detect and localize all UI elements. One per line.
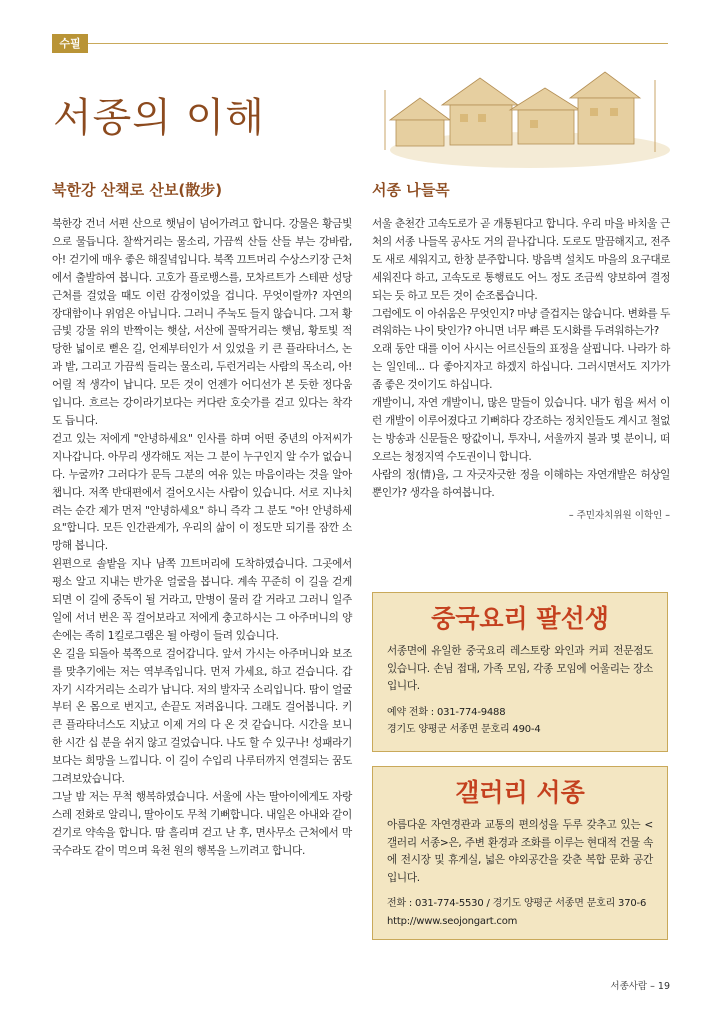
page-number: 서종사람 – 19 [610, 981, 670, 992]
left-paragraph-5: 그날 밤 저는 무척 행복하였습니다. 서울에 사는 딸아이에게도 자랑스레 전화로 알리니, 딸아이도 무척 기뻐합니다. 내일은 아내와 같이 걷기로 약속을 합니다. 땀 흘리며 걷고 난 후, 면사무소 근처에서 막국수라도 같이 먹으며 육천 원의 행복을 느끼려고 합니다. [52, 791, 352, 857]
left-paragraph-4: 온 길을 되돌아 북쪽으로 걸어갑니다. 앞서 가시는 아주머니와 보조를 맞추기에는 저는 역부족입니다. 먼저 가세요, 하고 걷습니다. 갑자기 시각거리는 소리가 납니다. 저의 발자국 소리입니다. 땀이 얼굴부터 온 몸으로 번지고, 손끝도 저려옵니다. 그래도 걸어봅니다. 키 큰 플라타너스도 지났고 이제 거의 다 온 것 같습니다. 시간을 보니 한 시간 십 분을 쉬지 않고 걸었습니다. 나도 할 수 있구나! 성패라기보다는 희망을 느낍니다. 이 길이 수입리 나루터까지 연결되는 꿈도 그려보았습니다. [52, 647, 352, 786]
right-paragraph-2: 그럼에도 이 아쉬움은 무엇인지? 마냥 즐겁지는 않습니다. 변화를 두려워하는 나이 탓인가? 아니면 너무 빠른 도시화를 두려워하는가? [372, 307, 670, 338]
right-paragraph-3: 오래 동안 대를 이어 사시는 어르신들의 표정을 살핍니다. 나라가 하는 일인데... 다 좋아지자고 하겠지 하십니다. 그러시면서도 지가가 좀 좋은 것이기도 하십니다. [372, 343, 670, 392]
left-paragraph-1: 북한강 건너 서편 산으로 햇님이 넘어가려고 합니다. 강물은 황금빛으로 물듭니다. 찰싹거리는 물소리, 가끔씩 산들 산들 부는 강바람, 아! 걷기에 매우 좋은 해질녘입니다. 북쪽 끄트머리 수상스키장 근처에서 출발하여 봅니다. 고호가 플로뱅스를, 모차르트가 스테판 성당 근처를 걸었을 때도 이런 감정이었을 겁니다. 무엇이랄까? 자연의 장대함이나 위엄은 아닙니다. 그러니 주눅도 들지 않습니다. 그저 황금빛 강물 위의 반짝이는 햇살, 서산에 꼴딱거리는 햇님, 황토빛 적당한 넓이로 뻗은 길, 언제부터인가 서 있었을 키 큰 플라타너스, 논과 밭, 그리고 가끔씩 들리는 물소리, 두런거리는 사람의 목소리, 아! 어릴 적 생각이 납니다. 모든 것이 언젠가 어디선가 본 듯한 정다움입니다. 흐르는 강이라기보다는 커다란 호숫가를 걷고 있다는 착각도 듭니다. [52, 218, 352, 427]
page-title: 서종의 이해 [53, 95, 265, 141]
ad-gallery-description: 아름다운 자연경관과 교통의 편의성을 두루 갖추고 있는 <갤러리 서종>은, 주변 환경과 조화를 이루는 현대적 건물 속에 전시장 및 휴게실, 넓은 야외공간을 갖춘 복합 문화 공간입니다. [387, 819, 653, 884]
ad-box-restaurant [372, 592, 668, 752]
village-illustration [380, 50, 670, 170]
ad-restaurant-description: 서종면에 유일한 중국요리 레스토랑 와인과 커피 전문점도 있습니다. 손님 접대, 가족 모임, 각종 모임에 어울리는 장소입니다. [387, 645, 653, 692]
left-column [52, 180, 352, 861]
header-rule [88, 43, 668, 44]
ad-gallery-info [387, 895, 653, 930]
ad-box-gallery [372, 766, 668, 940]
right-column [372, 180, 670, 521]
right-heading: 서종 나들목 [372, 181, 450, 199]
ad-restaurant-title: 중국요리 팔선생 [431, 604, 609, 633]
ad-gallery-title: 갤러리 서종 [455, 778, 585, 807]
author-credit: – 주민자치위원 이학인 – [568, 509, 670, 521]
ad-gallery-url[interactable]: http://www.seojongart.com [387, 915, 518, 927]
right-paragraph-4: 개발이니, 자연 개발이니, 많은 말들이 있습니다. 내가 힘을 써서 이런 개발이 이루어졌다고 기뻐하다 강조하는 정치인들도 계시고 철없는 방송과 신문들은 땅값이니, 투자니, 서울까지 불과 몇 분이니, 떠오르는 청정지역 수도권이니 합니다. [372, 397, 670, 463]
left-heading: 북한강 산책로 산보(散步) [52, 181, 223, 199]
ad-restaurant-info [387, 704, 653, 739]
left-paragraph-3: 왼편으로 솔밭을 지나 남쪽 끄트머리에 도착하였습니다. 그곳에서 평소 알고 지내는 반가운 얼굴을 봅니다. 계속 꾸준히 이 길을 걷게 되면 이 길에 중독이 될 거라고, 만병이 물러 갈 거라고 그러니 일주일에 서너 번은 꼭 걸어보라고 저에게 충고하시는 그 아주머니의 양손에는 족히 1킬로그램은 될 아령이 들려 있습니다. [52, 558, 352, 642]
right-paragraph-1: 서울 춘천간 고속도로가 곧 개통된다고 합니다. 우리 마을 바치울 근처의 서종 나들목 공사도 거의 끝나갑니다. 도로도 말끔해지고, 전주도 새로 세워지고, 한창 분주합니다. 방음벽 설치도 마을의 요구대로 세워진다 하고, 고속도로 통행료도 어느 정도 조금씩 양보하여 결정되는 듯 하고 모든 것이 순조롭습니다. [372, 218, 670, 302]
right-paragraph-5: 사람의 정(情)을, 그 자긋자긋한 정을 이해하는 자연개발은 허상일 뿐인가? 생각을 하여봅니다. [372, 468, 670, 499]
section-tag: 수필 [52, 34, 88, 53]
ad-restaurant-phone: 예약 전화 : 031-774-9488 [387, 706, 506, 718]
left-paragraph-2: 걷고 있는 저에게 "안녕하세요" 인사를 하며 어떤 중년의 아저씨가 지나갑니다. 아무리 생각해도 저는 그 분이 누구인지 알 수가 없습니다. 누굴까? 그러다가 문득 그분의 여유 있는 마음이라는 것을 알아챕니다. 저쪽 반대편에서 걸어오시는 사람이 있습니다. 서로 지나치려는 순간 제가 먼저 "안녕하세요" 하니 즉각 그 분도 "아! 안녕하세요"합니다. 모든 인간관계가, 우리의 삶이 이 정도만 되기를 잠깐 소망해 봅니다. [52, 432, 352, 553]
ad-restaurant-address: 경기도 양평군 서종면 문호리 490-4 [387, 724, 541, 735]
ad-gallery-contact: 전화 : 031-774-5530 / 경기도 양평군 서종면 문호리 370-6 [387, 898, 647, 909]
